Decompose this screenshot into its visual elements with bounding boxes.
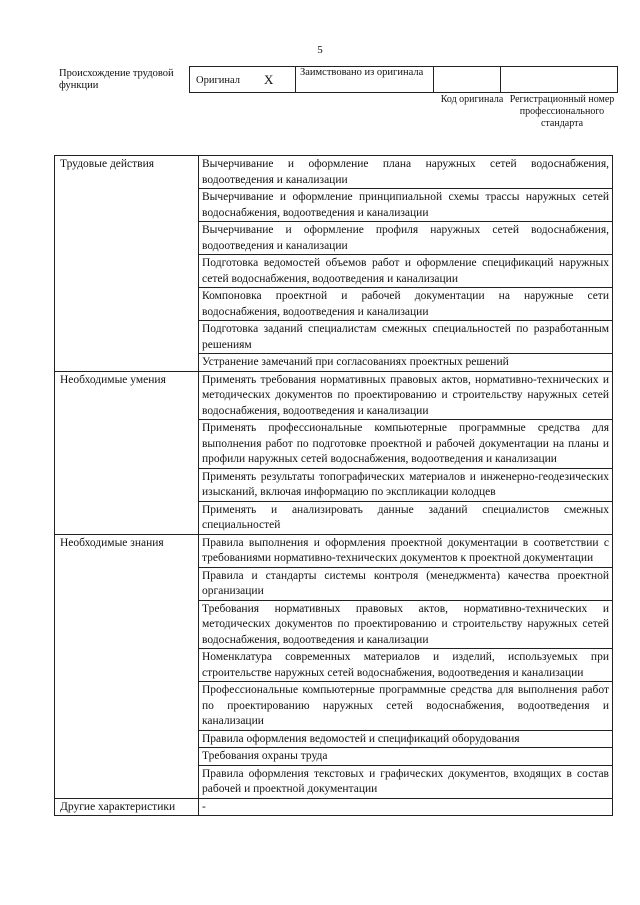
section-item: Устранение замечаний при согласованиях проектных решений [199, 354, 613, 372]
origin-label: Происхождение трудовой функции [59, 68, 174, 91]
section-item: - [199, 798, 613, 816]
section-title: Трудовые действия [55, 156, 199, 372]
section-item: Правила оформления ведомостей и спецификаций оборудования [199, 730, 613, 748]
original-cell [190, 67, 296, 93]
section-item: Правила оформления текстовых и графических документов, входящих в состав рабочей и проектной документации [199, 765, 613, 798]
section-item: Номенклатура современных материалов и изделий, используемых при строительстве наружных сетей водоснабжения, водоотведения и канализации [199, 649, 613, 682]
section-item: Применять и анализировать данные заданий специалистов смежных специальностей [199, 501, 613, 534]
section-item: Применять требования нормативных правовых актов, нормативно-технических и методических документов по проектированию и строительству наружных сетей водоснабжения, водоотведения и канализации [199, 371, 613, 420]
section-item: Вычерчивание и оформление профиля наружных сетей водоснабжения, водоотведения и канализации [199, 222, 613, 255]
original-label: Оригинал [196, 75, 240, 86]
section-title: Необходимые знания [55, 534, 199, 798]
section-item: Применять результаты топографических материалов и инженерно-геодезических изысканий, включая информацию по экспликации колодцев [199, 468, 613, 501]
reg-number-cell [501, 67, 618, 93]
section-item: Применять профессиональные компьютерные программные средства для выполнения работ по подготовке проектной и рабочей документации на планы и профили наружных сетей водоснабжения, водоотведения и канализации [199, 420, 613, 469]
table-row [55, 798, 613, 816]
origin-table [189, 66, 618, 93]
section-item: Подготовка ведомостей объемов работ и оформление спецификаций наружных сетей водоснабжения, водоотведения и канализации [199, 255, 613, 288]
table-row [55, 534, 613, 567]
section-item: Подготовка заданий специалистам смежных специальностей по разработанным решениям [199, 321, 613, 354]
section-item: Правила и стандарты системы контроля (менеджмента) качества проектной организации [199, 567, 613, 600]
table-row [55, 371, 613, 420]
borrowed-label: Заимствовано из оригинала [296, 67, 434, 93]
section-item: Профессиональные компьютерные программные средства для выполнения работ по проектированию наружных сетей водоснабжения, водоотведения и канализации [199, 682, 613, 731]
page-number: 5 [317, 44, 323, 56]
section-item: Правила выполнения и оформления проектной документации в соответствии с требованиями нормативно-технических документов к проектной документации [199, 534, 613, 567]
section-item: Компоновка проектной и рабочей документации на наружные сети водоснабжения, водоотведения и канализации [199, 288, 613, 321]
section-item: Вычерчивание и оформление принципиальной схемы трассы наружных сетей водоснабжения, водоотведения и канализации [199, 189, 613, 222]
reg-caption: Регистрационный номер профессионального стандарта [509, 94, 615, 129]
section-item: Требования нормативных правовых актов, нормативно-технических и методических документов по проектированию и строительству наружных сетей водоснабжения, водоотведения и канализации [199, 600, 613, 649]
section-item: Вычерчивание и оформление плана наружных сетей водоснабжения, водоотведения и канализации [199, 156, 613, 189]
original-mark: X [264, 72, 274, 87]
code-caption: Код оригинала [440, 94, 504, 105]
section-title: Другие характеристики [55, 798, 199, 816]
code-cell [434, 67, 501, 93]
function-table [54, 155, 613, 816]
section-item: Требования охраны труда [199, 748, 613, 766]
table-row [55, 156, 613, 189]
section-title: Необходимые умения [55, 371, 199, 534]
